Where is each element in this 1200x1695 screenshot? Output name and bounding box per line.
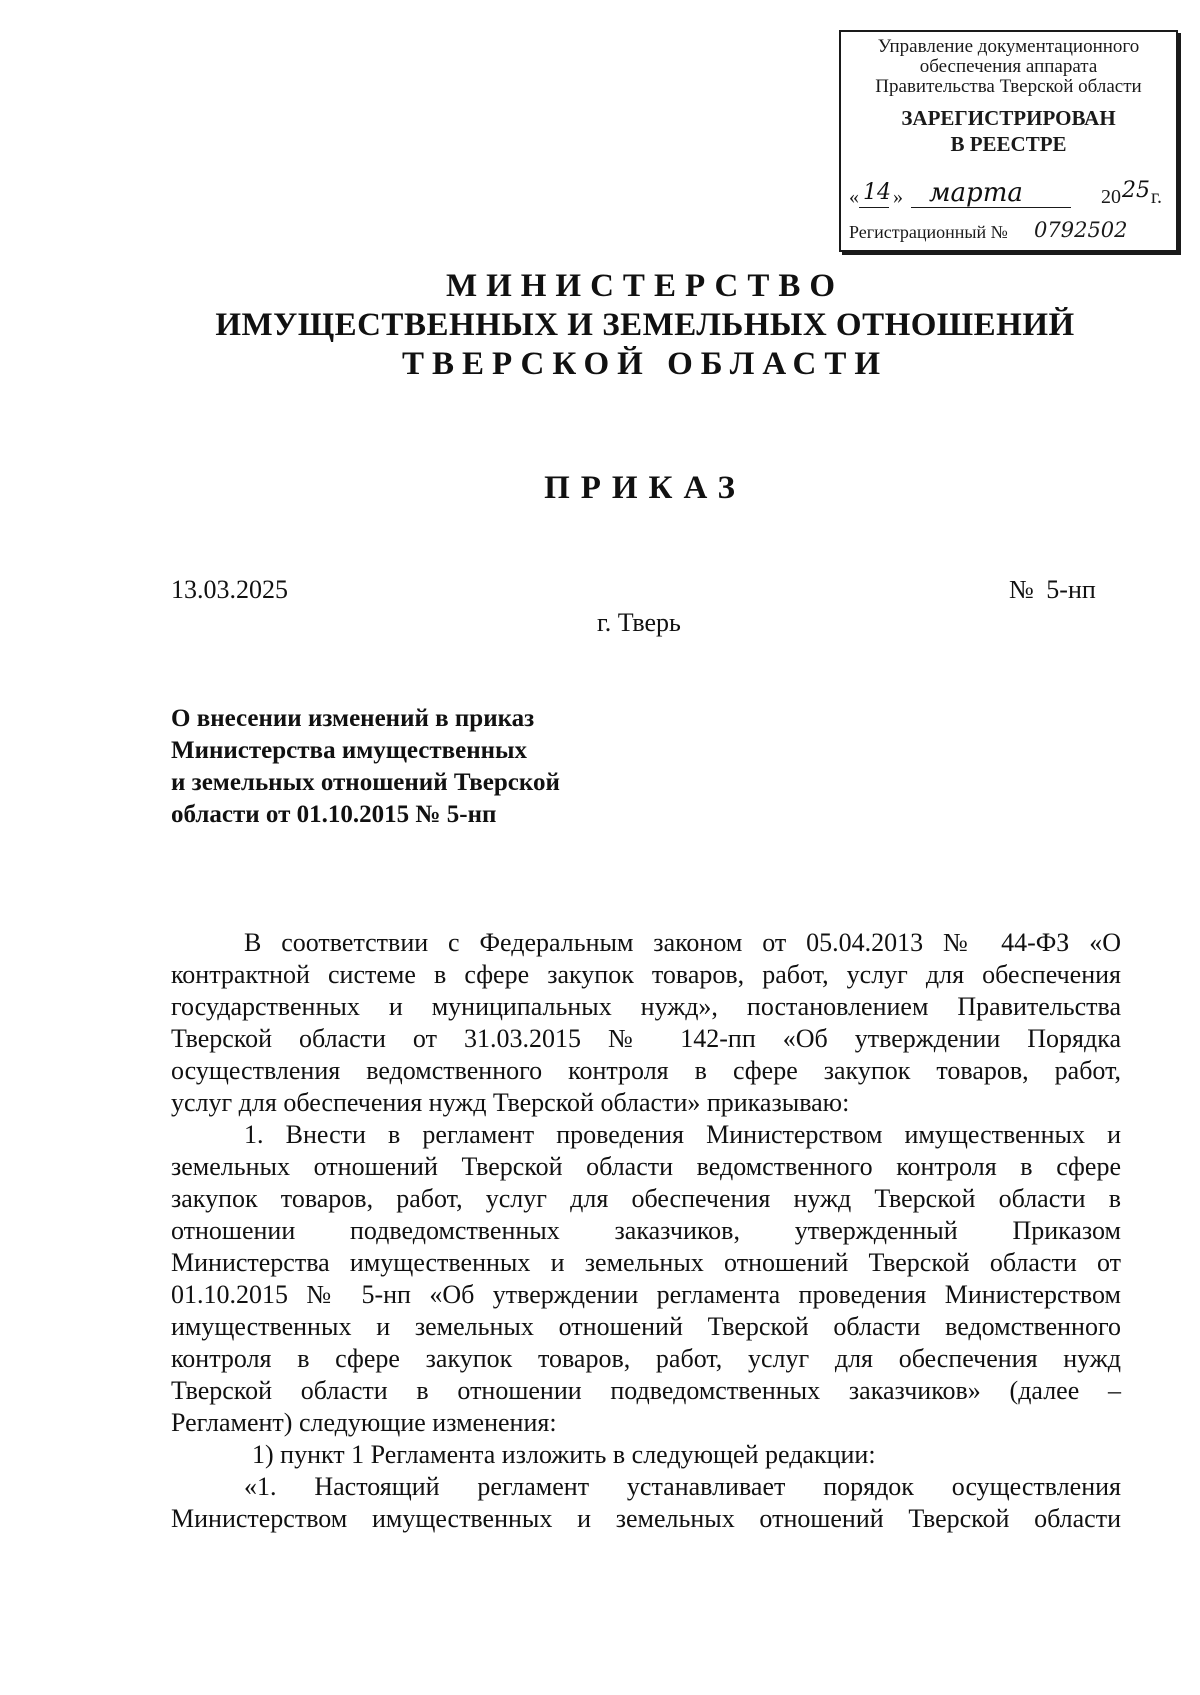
body-line: контроля в сфере закупок товаров, работ, услуг для обеспечения нужд [171, 1344, 1121, 1373]
stamp-org-line: обеспечения аппарата [919, 56, 1098, 77]
stamp-year-prefix: 20 [1101, 186, 1121, 208]
stamp-year-suffix: 25 [1122, 178, 1150, 203]
body-line: 01.10.2015 № 5-нп «Об утверждении регламента проведения Министерством [171, 1280, 1121, 1309]
body-line: контрактной системе в сфере закупок товаров, работ, услуг для обеспечения [171, 960, 1121, 989]
body-line: Тверской области в отношении подведомственных заказчиков» (далее – [171, 1376, 1121, 1405]
ministry-heading-line: ИМУЩЕСТВЕННЫХ И ЗЕМЕЛЬНЫХ ОТНОШЕНИЙ [215, 307, 1075, 343]
body-line: закупок товаров, работ, услуг для обеспечения нужд Тверской области в [171, 1184, 1121, 1213]
subject-line: и земельных отношений Тверской [171, 769, 560, 796]
stamp-registered [841, 105, 1176, 157]
ministry-heading [0, 267, 1200, 384]
subject-line: Министерства имущественных [171, 737, 528, 764]
body-paragraph-preamble [171, 927, 1121, 1119]
stamp-org-line: Правительства Тверской области [875, 76, 1142, 97]
body-line: отношении подведомственных заказчиков, утвержденный Приказом [171, 1216, 1121, 1245]
ministry-heading-line: МИНИСТЕРСТВО [445, 268, 845, 304]
body-line: услуг для обеспечения нужд Тверской области» приказываю: [171, 1088, 850, 1117]
stamp-registered-line: В РЕЕСТРЕ [950, 132, 1067, 156]
body-paragraph-subitem-1 [171, 1439, 1121, 1471]
body-line: Министерством имущественных и земельных отношений Тверской области [171, 1504, 1121, 1533]
subject-line: области от 01.10.2015 № 5-нп [171, 801, 497, 828]
body-line: 1. Внести в регламент проведения Министерством имущественных и [244, 1120, 1121, 1149]
document-body [171, 927, 1121, 1535]
stamp-regno-label: Регистрационный № [849, 222, 1008, 242]
stamp-day: 14 [863, 180, 891, 205]
body-line: земельных отношений Тверской области ведомственного контроля в сфере [171, 1152, 1121, 1181]
stamp-year-unit: г. [1151, 186, 1162, 208]
body-line: Регламент) следующие изменения: [171, 1408, 557, 1437]
stamp-day-underline [859, 207, 889, 208]
ministry-heading-line: ТВЕРСКОЙ ОБЛАСТИ [401, 346, 889, 382]
document-number: № 5-нп [1009, 575, 1096, 604]
stamp-organization [841, 37, 1176, 97]
document-subject [171, 703, 560, 831]
body-paragraph-quote [171, 1471, 1121, 1535]
stamp-month: марта [929, 178, 1023, 208]
body-line: Тверской области от 31.03.2015 № 142-пп «Об утверждении Порядка [171, 1024, 1121, 1053]
body-line: 1) пункт 1 Регламента изложить в следующей редакции: [252, 1440, 876, 1469]
body-line: государственных и муниципальных нужд», постановлением Правительства [171, 992, 1121, 1021]
stamp-date [849, 180, 1169, 210]
document-type: ПРИКАЗ [544, 470, 746, 506]
body-line: имущественных и земельных отношений Тверской области ведомственного [171, 1312, 1121, 1341]
stamp-quote-close: » [893, 186, 903, 208]
document-city: г. Тверь [597, 608, 681, 637]
subject-line: О внесении изменений в приказ [171, 705, 535, 732]
stamp-registered-line: ЗАРЕГИСТРИРОВАН [901, 106, 1116, 130]
stamp-quote-open: « [849, 186, 859, 208]
document-date: 13.03.2025 [171, 575, 288, 604]
body-paragraph-item-1 [171, 1119, 1121, 1439]
stamp-org-line: Управление документационного [877, 36, 1140, 57]
stamp-month-underline [911, 207, 1071, 208]
body-line: «1. Настоящий регламент устанавливает порядок осуществления [244, 1472, 1121, 1501]
body-line: Министерства имущественных и земельных отношений Тверской области от [171, 1248, 1121, 1277]
body-line: осуществления ведомственного контроля в сфере закупок товаров, работ, [171, 1056, 1121, 1085]
body-line: В соответствии с Федеральным законом от 05.04.2013 № 44-ФЗ «О [244, 928, 1121, 957]
stamp-registration-number [849, 218, 1169, 250]
registration-stamp [839, 30, 1178, 252]
stamp-regno-value: 0792502 [1034, 218, 1128, 242]
